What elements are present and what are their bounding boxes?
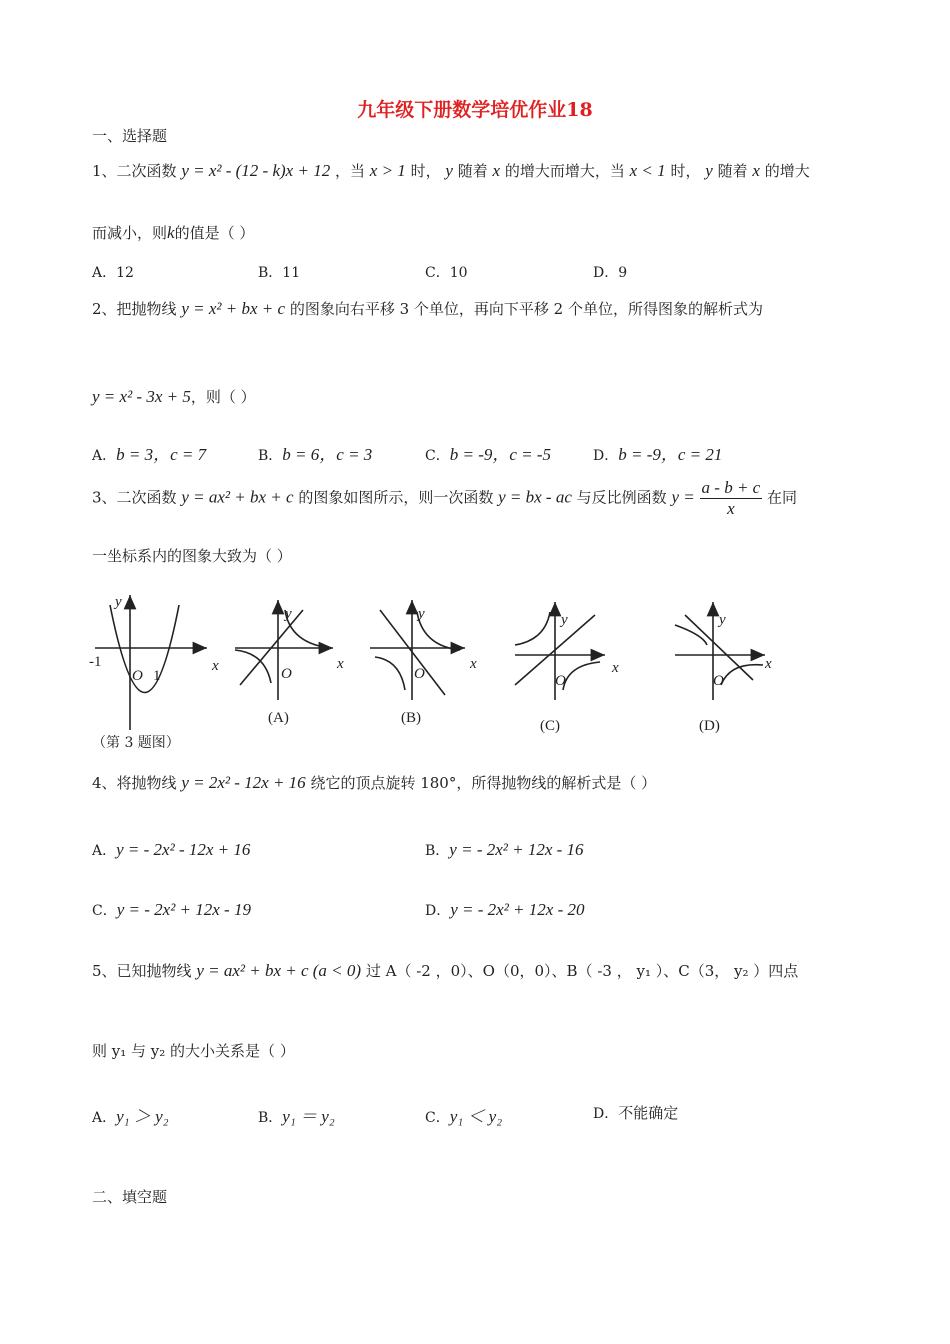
q4-line1 (92, 772, 656, 793)
main-origin-label: O (132, 668, 143, 684)
q1-prefix: 1、二次函数 (92, 162, 177, 180)
q1-line2 (92, 222, 254, 243)
b-y-label: y (418, 606, 425, 622)
q5-option-d[interactable] (593, 1102, 678, 1123)
q1-var-y: y (445, 161, 453, 180)
q1-var-x: x (492, 161, 501, 180)
q2-formula-result: y = x² - 3x + 5 (92, 387, 191, 406)
q2-formula: y = x² + bx + c (181, 299, 286, 318)
graph-c-label: (C) (540, 718, 560, 734)
q5-option-a[interactable] (92, 1102, 169, 1127)
q1-text4: 的增大而增大，当 (504, 162, 625, 180)
q3-fraction-lhs: y = (671, 487, 695, 507)
main-x-label: x (212, 658, 219, 674)
q3-text3: 在同 (767, 488, 798, 507)
q5-option-b-value: y₁ ＝ y₂ (282, 1107, 335, 1126)
q2-prefix: 2、把抛物线 (92, 300, 177, 318)
q2-line1 (92, 298, 763, 319)
q3-fraction-numerator: a - b + c (701, 478, 761, 497)
q5-option-a-value: y₁ ＞ y₂ (116, 1107, 169, 1126)
q2-tail: ，则（ ） (190, 388, 256, 406)
q2-option-c-label: C． (425, 448, 450, 464)
q1-line1 (92, 160, 810, 181)
q2-option-a-label: A． (92, 448, 117, 464)
q1-condition-2: x < 1 (629, 161, 666, 180)
q2-option-d[interactable] (593, 440, 722, 465)
q1-option-d[interactable]: D．9 (593, 265, 628, 281)
q4-option-a-value: y = - 2x² - 12x + 16 (116, 840, 251, 859)
q1-text3-2: 随着 (717, 162, 748, 180)
q1-text1: ，当 (334, 162, 365, 180)
q4-option-d[interactable] (425, 900, 584, 920)
q4-option-d-value: y = - 2x² + 12x - 20 (450, 900, 585, 919)
q4-text: 绕它的顶点旋转 180°，所得抛物线的解析式是（ ） (310, 774, 657, 792)
graph-a (235, 600, 333, 700)
q2-option-b[interactable] (258, 440, 372, 465)
q4-option-d-label: D． (425, 903, 451, 919)
q2-option-b-value: b = 6，c = 3 (282, 445, 373, 464)
q2-text: 的图象向右平移 3 个单位，再向下平移 2 个单位，所得图象的解析式为 (289, 300, 763, 318)
q3-fraction-denominator: x (727, 499, 735, 518)
q4-option-b[interactable] (425, 840, 584, 860)
q5-line1 (92, 960, 798, 981)
d-x-label: x (765, 656, 772, 672)
q4-prefix: 4、将抛物线 (92, 774, 177, 792)
q4-option-a[interactable] (92, 840, 250, 860)
q1-text2: 时， (410, 162, 441, 180)
section-heading-choice: 一、选择题 (92, 127, 168, 145)
d-y-label: y (719, 612, 726, 628)
q3-figures (85, 590, 875, 755)
q5-option-d-value: 不能确定 (618, 1104, 679, 1122)
q5-line2: 则 y₁ 与 y₂ 的大小关系是（ ） (92, 1042, 295, 1060)
q4-option-c[interactable] (92, 900, 251, 920)
q1-option-c[interactable]: C．10 (425, 265, 468, 281)
main-y-label: y (115, 594, 122, 610)
q1-option-a[interactable]: A．12 (92, 265, 134, 281)
b-x-label: x (470, 656, 477, 672)
q2-option-d-value: b = -9，c = 21 (618, 445, 723, 464)
q5-text: 过 A（ -2 ，0）、O（0，0）、B（ -3 ， y₁ ）、C（3， y₂ ）四点 (365, 962, 799, 980)
q3-prefix: 3、二次函数 (92, 488, 177, 507)
q3-line1 (92, 478, 797, 519)
q5-option-c-value: y₁ ＜ y₂ (449, 1107, 503, 1126)
main-tick-neg: -1 (89, 654, 102, 670)
q2-line2 (92, 386, 256, 407)
q2-option-a-value: b = 3，c = 7 (116, 445, 207, 464)
q2-option-c-value: b = -9，c = -5 (449, 445, 552, 464)
q5-option-d-label: D． (593, 1106, 619, 1122)
q5-formula: y = ax² + bx + c (a < 0) (196, 961, 362, 980)
q1-condition-1: x > 1 (369, 161, 406, 180)
a-y-label: y (285, 606, 292, 622)
q1-text5: 时， (670, 162, 701, 180)
q1-var-y-2: y (705, 161, 713, 180)
q3-line2: 一坐标系内的图象大致为（ ） (92, 547, 292, 565)
q5-prefix: 5、已知抛物线 (92, 962, 192, 980)
q5-option-a-label: A． (92, 1110, 117, 1126)
q1-text6: 的增大 (764, 162, 810, 180)
q3-linear-formula: y = bx - ac (498, 487, 572, 507)
q1-line2-tail: 的值是（ ） (174, 224, 255, 242)
q2-option-a[interactable] (92, 440, 206, 465)
q4-option-c-label: C． (92, 903, 117, 919)
graph-d-label: (D) (699, 718, 720, 734)
q2-option-c[interactable] (425, 440, 551, 465)
page-title: 九年级下册数学培优作业18 (357, 99, 593, 121)
q5-option-c[interactable] (425, 1102, 502, 1127)
main-tick-pos: 1 (153, 668, 161, 684)
q5-option-b-label: B． (258, 1110, 283, 1126)
graph-a-label: (A) (268, 710, 289, 726)
q2-option-b-label: B． (258, 448, 283, 464)
section-heading-fill: 二、填空题 (92, 1188, 168, 1206)
q5-option-c-label: C． (425, 1110, 450, 1126)
q1-var-k: k (167, 223, 175, 242)
q5-option-b[interactable] (258, 1102, 335, 1127)
q3-formula: y = ax² + bx + c (181, 487, 294, 507)
q3-main-graph (95, 595, 207, 730)
q1-option-b[interactable]: B．11 (258, 265, 301, 281)
c-y-label: y (561, 612, 568, 628)
c-origin-label: O (555, 673, 566, 689)
a-origin-label: O (281, 666, 292, 682)
q3-figure-caption: （第 3 题图） (92, 735, 180, 751)
q3-text2: 与反比例函数 (576, 488, 667, 507)
c-x-label: x (612, 660, 619, 676)
graph-b-label: (B) (401, 710, 421, 726)
q1-line2-text: 而减小，则 (92, 224, 168, 242)
q1-var-x-2: x (752, 161, 760, 180)
d-origin-label: O (713, 673, 724, 689)
q1-formula: y = x² - (12 - k)x + 12 (181, 161, 331, 180)
q3-text1: 的图象如图所示，则一次函数 (298, 488, 494, 507)
q1-text3: 随着 (457, 162, 488, 180)
q4-option-a-label: A． (92, 843, 117, 859)
q4-option-b-label: B． (425, 843, 450, 859)
a-x-label: x (337, 656, 344, 672)
q4-option-b-value: y = - 2x² + 12x - 16 (449, 840, 584, 859)
b-origin-label: O (414, 666, 425, 682)
q4-option-c-value: y = - 2x² + 12x - 19 (116, 900, 251, 919)
q3-fraction (700, 478, 763, 519)
q2-option-d-label: D． (593, 448, 619, 464)
q4-formula: y = 2x² - 12x + 16 (181, 773, 306, 792)
